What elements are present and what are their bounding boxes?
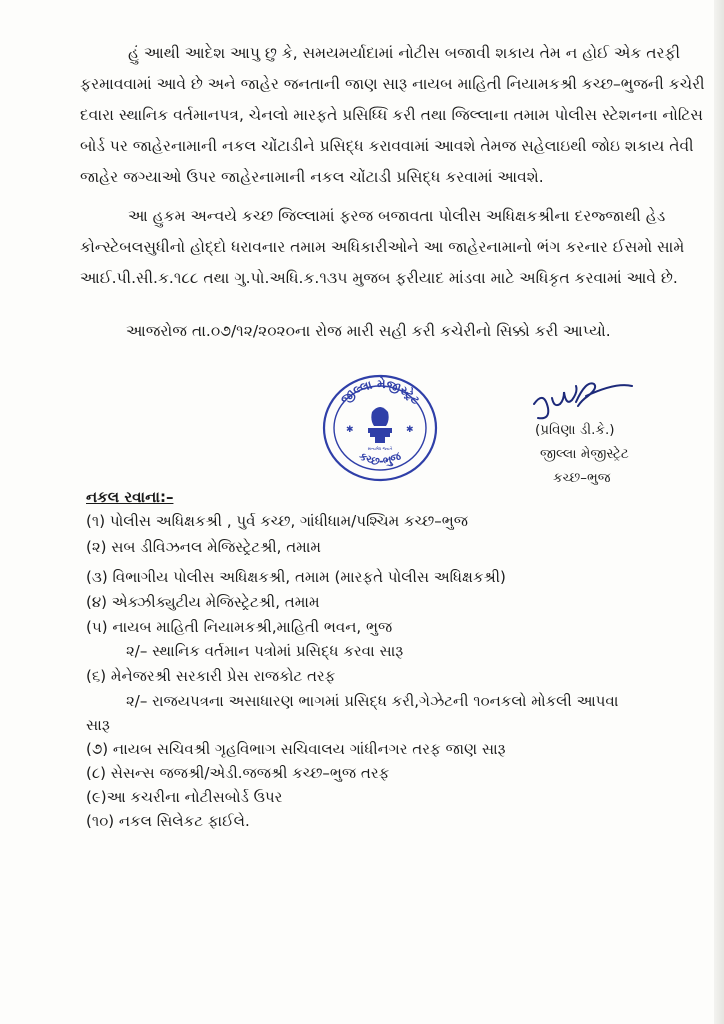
signatory-name: (પ્રવિણા ડી.કે.) [535, 422, 615, 438]
emblem-icon [368, 407, 392, 443]
paragraph-line: જાહેર જગ્યાઓ ઉપર જાહેરનામાની નકલ ચોંટાડી પ્રસિદ્ધ કરવામાં આવશે. [80, 168, 544, 186]
order-paragraph-3 [126, 316, 716, 347]
paragraph-line: દવારા સ્થાનિક વર્તમાનપત્ર, ચેનલો મારફતે પ્રસિધ્ધિ કરી તથા જિલ્લાના તમામ પોલીસ સ્ટેશનના નોટિસ [80, 106, 703, 124]
list-item: ૨/– રાજયપત્રના અસાધારણ ભાગમાં પ્રસિદ્ધ કરી,ગેઝેટની ૧૦નકલો મોકલી આપવા [126, 692, 619, 710]
list-item: સારૂ [86, 716, 110, 734]
paragraph-line: આજરોજ તા.૦૭/૧૨/૨૦૨૦ના રોજ મારી સહી કરી કચેરીનો સિક્કો કરી આપ્યો. [126, 322, 611, 340]
list-item: (૪) એક્ઝીક્યુટીય મેજિસ્ટ્રેટશ્રી, તમામ [86, 593, 320, 611]
paragraph-line: આ હુકમ અન્વયે કચ્છ જિલ્લામાં ફરજ બજાવતા પોલીસ અધિક્ષકશ્રીના દરજ્જાથી હેડ [128, 207, 666, 225]
list-item: (૫) નાયબ માહિતી નિયામકશ્રી,માહિતી ભવન, ભુજ [86, 618, 393, 636]
paragraph-line: ફરમાવવામાં આવે છે અને જાહેર જનતાની જાણ સારૂ નાયબ માહિતી નિયામકશ્રી કચ્છ–ભુજની કચેરી [80, 75, 705, 93]
copies-heading: નકલ રવાના:– [86, 488, 174, 506]
list-item: (૬) મેનેજરશ્રી સરકારી પ્રેસ રાજકોટ તરફ [86, 667, 336, 685]
paragraph-line: કોન્સ્ટેબલસુધીનો હોદ્દો ધરાવનાર તમામ અધિકારીઓને આ જાહેરનામાનો ભંગ કરનાર ઈસમો સામે [80, 238, 685, 256]
paragraph-line: હું આથી આદેશ આપુ છુ કે, સમયમર્યાદામાં નોટીસ બજાવી શકાય તેમ ન હોઈ એક તરફી [128, 44, 681, 62]
paragraph-line: બોર્ડ પર જાહેરનામાની નકલ ચોંટાડીને પ્રસિદ્ધ કરાવવામાં આવશે તેમજ સહેલાઇથી જોઇ શકાય તેવી [80, 137, 694, 155]
signatory-title: જીલ્લા મેજીસ્ટ્રેટ [540, 446, 629, 462]
scan-edge [714, 0, 724, 1024]
list-item: (૧) પોલીસ અધિક્ષકશ્રી , પુર્વ કચ્છ, ગાંધીધામ/પશ્ચિમ કચ્છ–ભુજ [86, 512, 468, 530]
list-item: (૮) સેસન્સ જજશ્રી/એડી.જજશ્રી કચ્છ–ભુજ તરફ [86, 764, 390, 782]
list-item: (૩) વિભાગીય પોલીસ અધિક્ષકશ્રી, તમામ (મારફતે પોલીસ અધિક્ષકશ્રી) [86, 568, 506, 586]
seal-bottom-text: કચ્છ-ભુજ [356, 449, 404, 469]
signature-scrawl [528, 378, 638, 428]
seal-top-text: જીલ્લા મેજીસ્ટ્રેટ [337, 376, 423, 407]
list-item: (૭) નાયબ સચિવશ્રી ગૃહવિભાગ સચિવાલય ગાંધીનગર તરફ જાણ સારૂ [86, 740, 506, 758]
list-item: (૧૦) નકલ સિલેકટ ફાઈલે. [86, 812, 250, 830]
order-paragraph-1 [80, 38, 705, 193]
star-icon: ✱ [346, 425, 354, 435]
paragraph-line: આઈ.પી.સી.ક.૧૮૮ તથા ગુ.પો.અધિ.ક.૧૩૫ મુજબ ફરીયાદ માંડવા માટે અધિકૃત કરવામાં આવે છે. [80, 269, 678, 287]
list-item: (૨) સબ ડીવિઝનલ મેજિસ્ટ્રેટશ્રી, તમામ [86, 538, 322, 556]
seal-motto: સત્યમેવ જયતે [367, 446, 393, 451]
order-paragraph-2 [80, 201, 685, 294]
district-magistrate-seal [320, 372, 440, 484]
signatory-place: કચ્છ–ભુજ [553, 470, 611, 486]
star-icon: ✱ [406, 425, 414, 435]
list-item: (૯)આ કચરીના નોટીસબોર્ડ ઉપર [86, 788, 283, 806]
list-item: ૨/– સ્થાનિક વર્તમાન પત્રોમાં પ્રસિદ્ધ કરવા સારૂ [126, 642, 404, 660]
